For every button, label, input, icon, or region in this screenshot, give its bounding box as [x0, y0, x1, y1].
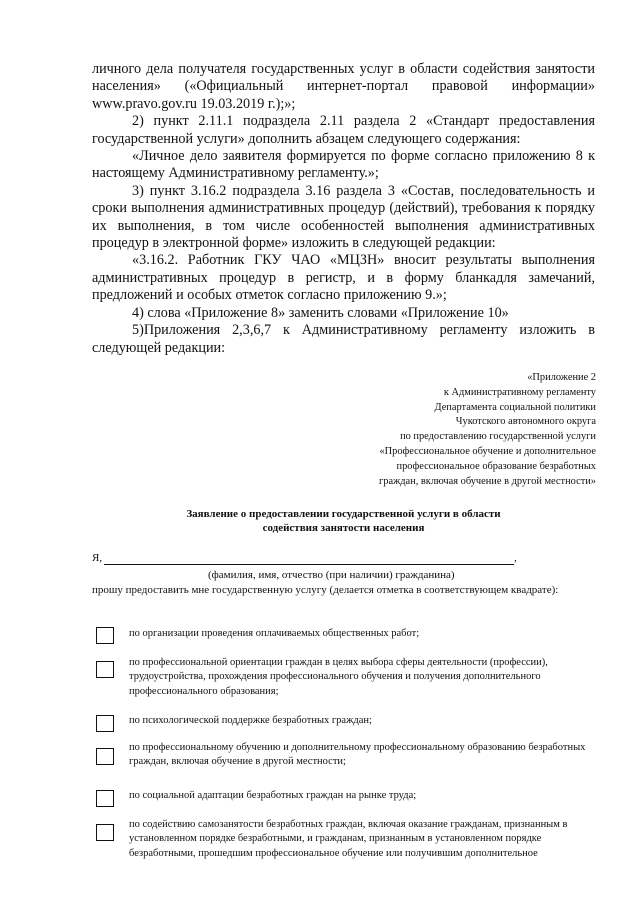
option-checkbox[interactable] [96, 715, 114, 732]
option-checkbox[interactable] [96, 627, 114, 644]
applicant-name-line [92, 551, 595, 565]
paragraph-5: «3.16.2. Работник ГКУ ЧАО «МЦЗН» вносит результаты выполнения административных процедур в регистр, и в форму бланкадля замечаний, предложений и особых отметок согласно приложению 9.»; [92, 252, 595, 304]
option-label: по профессиональному обучению и дополнительному профессиональному образованию безработных граждан, включая обучение в другой местности; [129, 742, 586, 768]
option-label: по содействию самозанятости безработных граждан, включая оказание гражданам, признанным в установленном порядке безработными, и гражданам, признанным в установленном порядке безработными, прошедшим профессиональное обучение или получившим дополнительное [129, 819, 568, 859]
option-label: по организации проведения оплачиваемых общественных работ; [129, 628, 420, 639]
comma: , [514, 552, 517, 564]
paragraph-7: 5)Приложения 2,3,6,7 к Административному регламенту изложить в следующей редакции: [92, 322, 595, 356]
paragraph-3: «Личное дело заявителя формируется по форме согласно приложению 8 к настоящему Административному регламенту.»; [92, 148, 595, 182]
main-text [92, 61, 595, 357]
appendix-line: «Приложение 2 [527, 372, 596, 383]
ya-label: Я, [92, 552, 103, 564]
appendix-line: Департамента социальной политики [434, 401, 596, 413]
name-field-hint: (фамилия, имя, отчество (при наличии) гражданина) [208, 569, 455, 581]
paragraph-6: 4) слова «Приложение 8» заменить словами «Приложение 10» [132, 304, 509, 321]
paragraph-4: 3) пункт 3.16.2 подраздела 3.16 раздела 3 «Состав, последовательность и сроки выполнения административных процедур (действий), требования к порядку их выполнения, в том числе особенностей выполнения административных процедур в электронной форме» изложить в следующей редакции: [92, 182, 595, 252]
paragraph-1: личного дела получателя государственных услуг в области содействия занятости населения» («Официальный интернет-портал правовой информации» www.pravo.gov.ru 19.03.2019 г.);»; [92, 61, 595, 112]
appendix-line: профессиональное образование безработных [396, 460, 596, 472]
appendix-line: к Административному регламенту [443, 386, 596, 398]
option-checkbox[interactable] [96, 824, 114, 841]
paragraph-2: 2) пункт 2.11.1 подраздела 2.11 раздела 2 «Стандарт предоставления государственной услуги» дополнить абзацем следующего содержания: [92, 113, 595, 147]
appendix-line: граждан, включая обучение в другой местности» [379, 475, 596, 487]
appendix-line: Чукотского автономного округа [455, 416, 596, 428]
option-checkbox[interactable] [96, 748, 114, 765]
appendix-line: по предоставлению государственной услуги [400, 431, 596, 443]
appendix-header [296, 371, 596, 489]
option-label: по социальной адаптации безработных граждан на рынке труда; [129, 790, 417, 801]
form-title [92, 507, 595, 535]
applicant-name-field[interactable] [104, 553, 514, 565]
applicant-block [92, 551, 595, 597]
option-label: по профессиональной ориентации граждан в целях выбора сферы деятельности (профессии), трудоустройства, прохождения профессионального обучения и получения дополнительного профессионального образования; [129, 657, 548, 697]
request-text: прошу предоставить мне государственную услугу (делается отметка в соответствующем квадрате): [92, 584, 559, 596]
form-title-line-2: содействия занятости населения [262, 522, 425, 534]
option-checkbox[interactable] [96, 790, 114, 807]
option-label: по психологической поддержке безработных граждан; [129, 715, 372, 726]
option-checkbox[interactable] [96, 661, 114, 678]
appendix-line: «Профессиональное обучение и дополнительное [379, 445, 596, 457]
form-title-line-1: Заявление о предоставлении государственной услуги в области [186, 508, 501, 520]
